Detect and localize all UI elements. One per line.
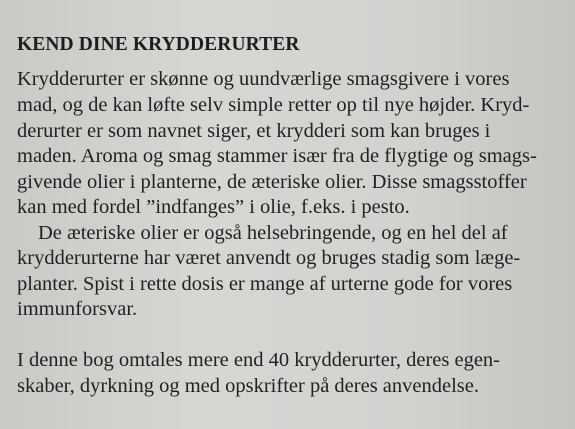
text-line: givende olier i planterne, de æteriske olier. Disse smagsstoffer — [17, 171, 527, 193]
text-line: immunforsvar. — [17, 298, 138, 320]
section-heading: KEND DINE KRYDDERURTER — [17, 34, 300, 55]
text-line: De æteriske olier er også helsebringende, og en hel del af — [38, 222, 508, 244]
text-line: krydderurterne har været anvendt og bruges stadig som læge- — [17, 247, 521, 269]
text-line: maden. Aroma og smag stammer især fra de flygtige og smags- — [17, 145, 537, 167]
text-line: mad, og de kan løfte selv simple retter op til nye højder. Kryd- — [17, 94, 530, 116]
text-line: derurter er som navnet siger, et krydderi som kan bruges i — [17, 120, 491, 142]
text-line: kan med fordel ”indfanges” i olie, f.eks. i pesto. — [17, 196, 410, 218]
cut-off-text-line — [17, 418, 557, 429]
text-line: planter. Spist i rette dosis er mange af urterne gode for vores — [17, 273, 513, 295]
text-line: skaber, dyrkning og med opskrifter på deres anvendelse. — [17, 375, 479, 397]
text-line: I denne bog omtales mere end 40 krydderurter, deres egen- — [17, 349, 501, 371]
text-line: Krydderurter er skønne og uundværlige smagsgivere i vores — [17, 68, 510, 90]
